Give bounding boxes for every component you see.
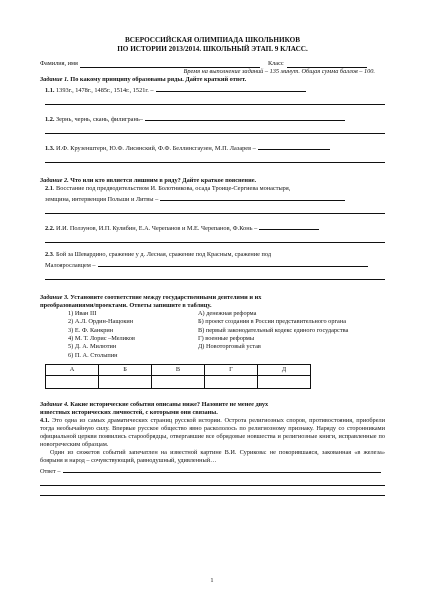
answer-cell[interactable]: [99, 375, 152, 388]
task2-item-3-answer-line[interactable]: [45, 272, 385, 280]
task4-answer-line-1[interactable]: [40, 478, 385, 486]
task1-item-3-num: 1.3.: [45, 145, 55, 153]
task1-item-3-answer-line[interactable]: [45, 155, 385, 163]
task4-heading: [40, 401, 385, 409]
task3-title: Задание 3.: [40, 294, 69, 302]
task3-title-rest-a: Установите соответствие между государственными деятелями и их: [68, 294, 262, 302]
task1-item-1-answer[interactable]: [156, 84, 306, 92]
title-line-1: ВСЕРОССИЙСКАЯ ОЛИМПИАДА ШКОЛЬНИКОВ: [124, 36, 301, 44]
title-line-2: ПО ИСТОРИИ 2013/2014. ШКОЛЬНЫЙ ЭТАП. 9 КЛАСС.: [117, 44, 308, 53]
task4-answer-field[interactable]: [63, 465, 381, 473]
answer-table-header: А: [46, 364, 99, 375]
task2-item-1-cont: [45, 193, 385, 204]
task1-item-1-answer-line[interactable]: [45, 97, 385, 105]
task4-title-rest-a: Какие исторические события описаны ниже? Назовите не менее двух: [68, 400, 269, 408]
task4-title-rest-b: известных исторических личностей, с которыми они связаны.: [40, 408, 218, 416]
answer-table-header: Г: [205, 364, 258, 375]
task2-item-3-cont: [45, 259, 385, 270]
task2-item-3-text-b: Малоярославцем –: [45, 262, 96, 270]
name-field[interactable]: [80, 60, 260, 68]
task1-item-3-text: И.Ф. Крузенштерн, Ю.Ф. Лисянский, Ф.Ф. Беллинсгаузен, М.П. Лазарев –: [54, 145, 256, 153]
document-page: [40, 36, 385, 496]
task4-paragraph-1: [40, 417, 385, 449]
task3-answer-table: [45, 364, 311, 389]
task4-item-1-num: 4.1.: [40, 416, 50, 424]
task2-item-2-num: 2.2.: [45, 225, 55, 233]
class-field[interactable]: [287, 60, 367, 68]
task1-title: Задание 1.: [40, 76, 69, 84]
task1-item-2-text: Зернь, чернь, скань, филигрань–: [54, 116, 143, 124]
task2-item-2: [45, 222, 385, 233]
answer-cell[interactable]: [152, 375, 205, 388]
task1-item-1: [45, 84, 385, 95]
task2-item-2-answer-line[interactable]: [45, 235, 385, 243]
task3-person: 5) Д. А. Милютин: [68, 343, 117, 351]
task3-reforms-list: [198, 310, 378, 360]
task1-item-2-answer-line[interactable]: [45, 126, 385, 134]
answer-cell[interactable]: [205, 375, 258, 388]
task2-item-1-text-b: земщина, интервенция Польши и Литвы –: [45, 196, 159, 204]
task2-item-2-answer[interactable]: [259, 222, 319, 230]
task1-item-3-answer[interactable]: [258, 142, 330, 150]
answer-table-header: Д: [258, 364, 311, 375]
task1-item-3: [45, 142, 385, 153]
task1-item-2: [45, 113, 385, 124]
task3-person: 2) А.Л. Ордин-Нащокин: [68, 318, 134, 326]
task3-reform: Г) военные реформы: [198, 335, 255, 343]
task2-heading: [40, 177, 385, 185]
task1-item-1-num: 1.1.: [45, 87, 55, 95]
task3-reform: А) денежная реформа: [198, 310, 257, 318]
task2-item-3: [45, 251, 385, 259]
task1-title-rest: По какому принципу образованы ряды. Дайте краткий ответ.: [68, 76, 247, 84]
task2-item-1: [45, 185, 385, 193]
task3-person: 1) Иван III: [68, 310, 97, 318]
answer-cell[interactable]: [46, 375, 99, 388]
class-label: Класс: [267, 60, 284, 68]
answer-table-header: В: [152, 364, 205, 375]
answer-table-header: Б: [99, 364, 152, 375]
task3-title-rest-b: преобразованиями/проектами. Ответы запишите в таблицу.: [40, 302, 212, 310]
task4-paragraph-1-text: Это одна из самых драматических страниц русской истории. Острота религиозных споров, противостояния, приобрели тогда необычайную силу. Впервые русское общество явно раскололось по религиозному признаку. Наряду со сторонниками официальной церкви появились старообрядцы, отвергавшие все обрядовые новшества и религиозные книги, исправленные по новогреческим образцам.: [40, 416, 385, 448]
task3-options: [68, 310, 385, 360]
task1-item-2-answer[interactable]: [145, 113, 345, 121]
task2-item-1-text-a: . Восстание под предводительством И. Болотникова, осада Троице-Сергиева монастыря,: [52, 185, 291, 193]
task4-answer-row: [40, 465, 385, 476]
answer-table-header-row: [46, 364, 311, 375]
task4-answer-label: Ответ –: [40, 467, 61, 475]
task3-heading: [40, 294, 385, 302]
task2-item-3-answer[interactable]: [98, 259, 368, 267]
task3-people-list: [68, 310, 198, 360]
time-note: Время на выполнение заданий – 135 минут. Общая сумма баллов – 100.: [183, 68, 375, 76]
page-number: 1: [210, 577, 214, 584]
task4-paragraph-2: Один из сюжетов событий запечатлен на известной картине В.И. Сурикова: не покорившаяся, закованная «в железа» боярыня и народ – сочувствующий, равнодушный, удивленный…: [40, 448, 385, 464]
task1-heading: [40, 76, 385, 84]
task3-reform: В) первый законодательный кодекс единого государства: [198, 326, 349, 334]
task2-item-3-text-a: . Бой за Шевардино, сражение у д. Лесная, сражение под Красным, сражение под: [52, 251, 272, 259]
task3-person: 4) М. Т. Лорис –Меликов: [68, 335, 135, 343]
task2-title: Задание 2.: [40, 177, 69, 185]
answer-table-input-row: [46, 375, 311, 388]
task1-item-1-text: 1393г., 1478г., 1485г., 1514г., 1521г. –: [54, 87, 154, 95]
name-row: [40, 60, 385, 68]
task2-item-2-text: И.И. Ползунов, И.П. Кулибин, Е.А. Черепанов и М.Е. Черепанов, Ф.Конь –: [54, 225, 258, 233]
task4-answer-line-2[interactable]: [40, 488, 385, 496]
task1-item-2-num: 1.2.: [45, 116, 55, 124]
task2-item-1-answer-line[interactable]: [45, 206, 385, 214]
task3-person: 3) Е. Ф. Канкрин: [68, 326, 114, 334]
task2-title-rest: Что или кто является лишним в ряду? Дайте краткое пояснение.: [68, 177, 257, 185]
name-label: Фамилия, имя: [40, 60, 78, 68]
task4-title: Задание 4.: [40, 400, 69, 408]
task2-item-1-answer[interactable]: [160, 193, 345, 201]
task3-person: 6) П. А. Столыпин: [68, 351, 118, 359]
task3-reform: Б) проект создания в России представительного органа: [198, 318, 347, 326]
answer-cell[interactable]: [258, 375, 311, 388]
task3-reform: Д) Новоторговый устав: [198, 343, 261, 351]
task2-item-1-num: 2.1: [45, 185, 53, 193]
document-title: [40, 36, 385, 53]
task2-item-3-num: 2.3: [45, 251, 53, 259]
